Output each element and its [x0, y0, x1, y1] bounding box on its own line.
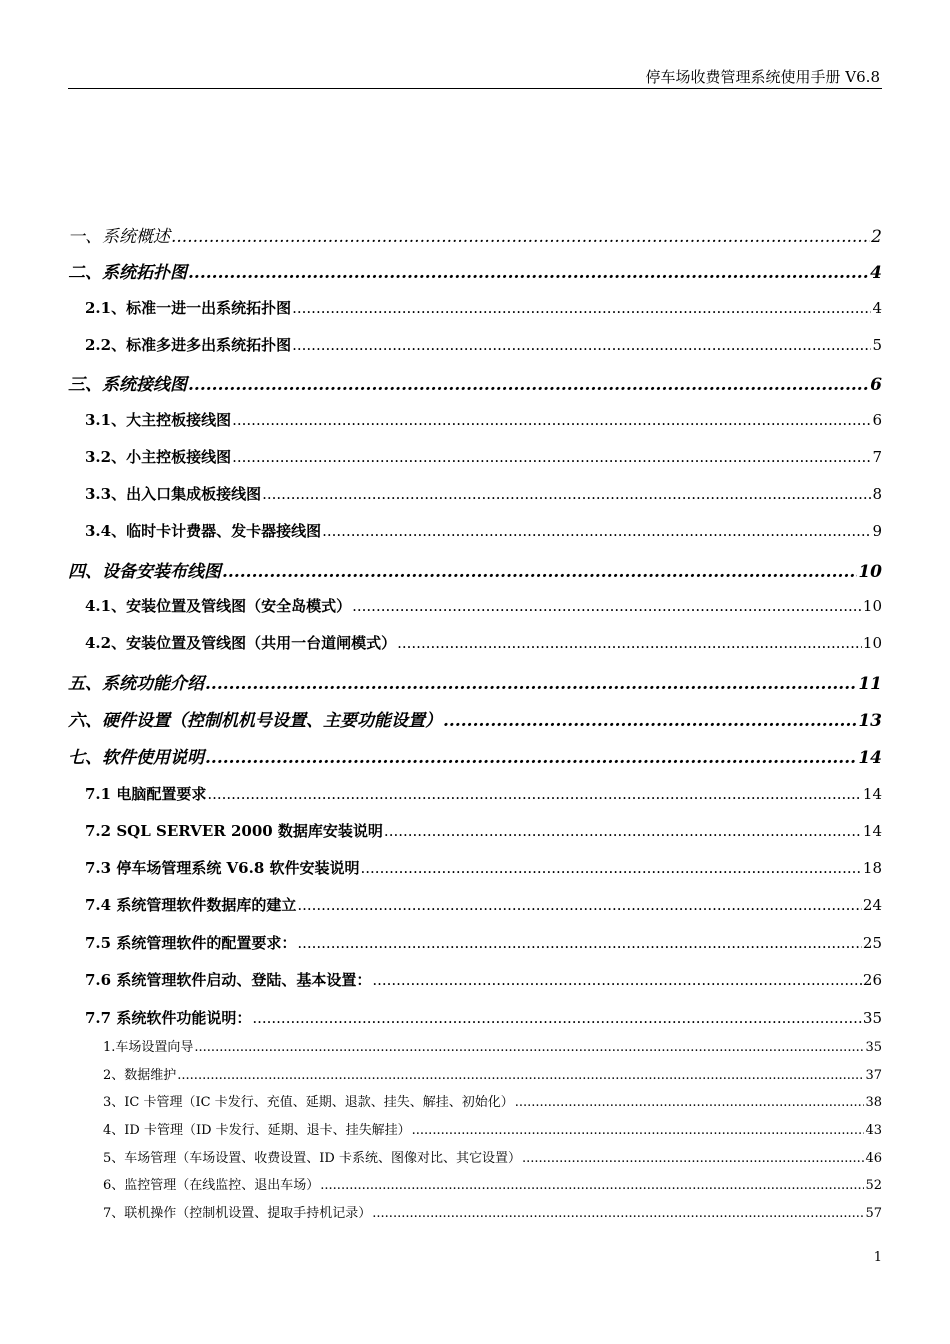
toc-entry-page: 10 — [862, 634, 882, 652]
toc-entry-label: 1.车场设置向导 — [103, 1040, 194, 1055]
toc-entry-label: 7、联机操作（控制机设置、提取手持机记录） — [103, 1206, 372, 1221]
toc-leader-dots — [292, 336, 871, 354]
toc-entry[interactable] — [85, 894, 882, 915]
toc-entry-page: 14 — [862, 785, 882, 803]
toc-entry-page: 43 — [865, 1123, 882, 1138]
toc-entry-label: 4.2、安装位置及管线图（共用一台道闸模式） — [85, 634, 397, 652]
toc-entry-page: 14 — [858, 748, 882, 768]
toc-leader-dots — [262, 485, 871, 503]
toc-entry[interactable] — [85, 334, 882, 355]
toc-entry[interactable] — [68, 222, 882, 247]
toc-leader-dots — [188, 375, 869, 395]
toc-leader-dots — [188, 263, 869, 283]
toc-leader-dots — [522, 1151, 864, 1166]
toc-entry[interactable] — [68, 557, 882, 582]
toc-entry-page: 8 — [872, 485, 882, 503]
toc-entry-page: 10 — [862, 597, 882, 615]
page-header-title: 停车场收费管理系统使用手册 V6.8 — [645, 68, 880, 86]
toc-leader-dots — [177, 1068, 864, 1083]
toc-entry[interactable] — [85, 595, 882, 616]
toc-entry[interactable] — [85, 1007, 882, 1028]
toc-entry[interactable] — [68, 706, 882, 731]
toc-leader-dots — [384, 822, 862, 840]
toc-entry-label: 7.7 系统软件功能说明： — [85, 1009, 252, 1027]
toc-entry-page: 4 — [872, 299, 882, 317]
toc-leader-dots — [372, 971, 862, 989]
toc-leader-dots — [412, 1123, 865, 1138]
toc-leader-dots — [292, 299, 871, 317]
toc-leader-dots — [252, 1009, 862, 1027]
toc-entry-page: 14 — [862, 822, 882, 840]
toc-entry[interactable] — [103, 1091, 882, 1110]
toc-entry-page: 6 — [872, 411, 882, 429]
toc-entry-page: 18 — [862, 859, 882, 877]
toc-entry-label: 4、ID 卡管理（ID 卡发行、延期、退卡、挂失解挂） — [103, 1123, 411, 1138]
toc-entry-label: 7.2 SQL SERVER 2000 数据库安装说明 — [85, 822, 383, 840]
toc-leader-dots — [171, 227, 870, 247]
toc-leader-dots — [205, 748, 857, 768]
toc-entry[interactable] — [85, 820, 882, 841]
toc-entry[interactable] — [68, 743, 882, 768]
toc-entry[interactable] — [103, 1174, 882, 1193]
toc-leader-dots — [297, 896, 862, 914]
toc-entry-page: 46 — [865, 1151, 882, 1166]
toc-leader-dots — [361, 859, 862, 877]
toc-entry[interactable] — [103, 1036, 882, 1055]
toc-entry-label: 7.1 电脑配置要求 — [85, 785, 207, 803]
toc-entry-label: 二、系统拓扑图 — [68, 263, 187, 283]
toc-entry-page: 5 — [872, 336, 882, 354]
toc-leader-dots — [205, 674, 857, 694]
toc-entry[interactable] — [103, 1064, 882, 1083]
toc-entry-label: 一、系统概述 — [68, 227, 170, 247]
toc-entry[interactable] — [68, 370, 882, 395]
toc-entry-label: 3.1、大主控板接线图 — [85, 411, 232, 429]
toc-entry-label: 3.2、小主控板接线图 — [85, 448, 232, 466]
toc-entry-label: 2.2、标准多进多出系统拓扑图 — [85, 336, 292, 354]
toc-leader-dots — [352, 597, 862, 615]
toc-entry-label: 5、车场管理（车场设置、收费设置、ID 卡系统、图像对比、其它设置） — [103, 1151, 521, 1166]
toc-entry-page: 11 — [858, 674, 882, 694]
toc-leader-dots — [207, 785, 862, 803]
toc-entry-page: 9 — [872, 522, 882, 540]
toc-entry-label: 3、IC 卡管理（IC 卡发行、充值、延期、退款、挂失、解挂、初始化） — [103, 1095, 514, 1110]
toc-entry[interactable] — [85, 483, 882, 504]
toc-entry[interactable] — [85, 857, 882, 878]
toc-entry-label: 3.3、出入口集成板接线图 — [85, 485, 262, 503]
toc-entry-label: 7.6 系统管理软件启动、登陆、基本设置： — [85, 971, 372, 989]
toc-leader-dots — [515, 1095, 865, 1110]
toc-entry-label: 三、系统接线图 — [68, 375, 187, 395]
toc-entry[interactable] — [85, 297, 882, 318]
toc-entry-label: 四、设备安装布线图 — [68, 562, 221, 582]
toc-entry[interactable] — [103, 1147, 882, 1166]
toc-entry-page: 37 — [865, 1068, 882, 1083]
toc-entry[interactable] — [68, 258, 882, 283]
toc-entry-page: 38 — [865, 1095, 882, 1110]
toc-entry[interactable] — [85, 409, 882, 430]
toc-entry[interactable] — [85, 520, 882, 541]
toc-entry-label: 六、硬件设置（控制机机号设置、主要功能设置） — [68, 711, 442, 731]
toc-entry-page: 52 — [865, 1178, 882, 1193]
toc-entry[interactable] — [85, 932, 882, 953]
toc-leader-dots — [322, 522, 871, 540]
toc-entry-page: 35 — [865, 1040, 882, 1055]
toc-entry-label: 7.5 系统管理软件的配置要求： — [85, 934, 297, 952]
toc-entry-page: 57 — [865, 1206, 882, 1221]
toc-entry-page: 35 — [862, 1009, 882, 1027]
toc-leader-dots — [232, 448, 871, 466]
toc-leader-dots — [297, 934, 862, 952]
toc-entry-label: 4.1、安装位置及管线图（安全岛模式） — [85, 597, 352, 615]
toc-entry-page: 25 — [862, 934, 882, 952]
toc-entry[interactable] — [85, 446, 882, 467]
toc-entry-label: 七、软件使用说明 — [68, 748, 204, 768]
toc-leader-dots — [443, 711, 857, 731]
toc-entry-page: 6 — [870, 375, 882, 395]
toc-entry-page: 4 — [870, 263, 882, 283]
toc-entry-page: 2 — [871, 227, 882, 247]
toc-entry[interactable] — [68, 669, 882, 694]
toc-entry-label: 7.3 停车场管理系统 V6.8 软件安装说明 — [85, 859, 360, 877]
toc-entry[interactable] — [85, 632, 882, 653]
toc-entry-label: 3.4、临时卡计费器、发卡器接线图 — [85, 522, 322, 540]
toc-entry-page: 13 — [858, 711, 882, 731]
toc-entry-page: 10 — [858, 562, 882, 582]
toc-entry[interactable] — [85, 969, 882, 990]
toc-leader-dots — [222, 562, 857, 582]
toc-entry[interactable] — [103, 1119, 882, 1138]
toc-entry-label: 2.1、标准一进一出系统拓扑图 — [85, 299, 292, 317]
toc-entry-page: 7 — [872, 448, 882, 466]
toc-leader-dots — [320, 1178, 864, 1193]
toc-entry-label: 7.4 系统管理软件数据库的建立 — [85, 896, 297, 914]
toc-entry-label: 2、数据维护 — [103, 1068, 177, 1083]
toc-entry-page: 26 — [862, 971, 882, 989]
toc-leader-dots — [232, 411, 871, 429]
toc-leader-dots — [372, 1206, 864, 1221]
toc-leader-dots — [397, 634, 862, 652]
toc-entry-label: 6、监控管理（在线监控、退出车场） — [103, 1178, 320, 1193]
toc-entry-label: 五、系统功能介绍 — [68, 674, 204, 694]
page-number: 1 — [873, 1250, 882, 1265]
toc-entry[interactable] — [103, 1202, 882, 1221]
toc-entry-page: 24 — [862, 896, 882, 914]
toc-entry[interactable] — [85, 783, 882, 804]
toc-leader-dots — [194, 1040, 864, 1055]
